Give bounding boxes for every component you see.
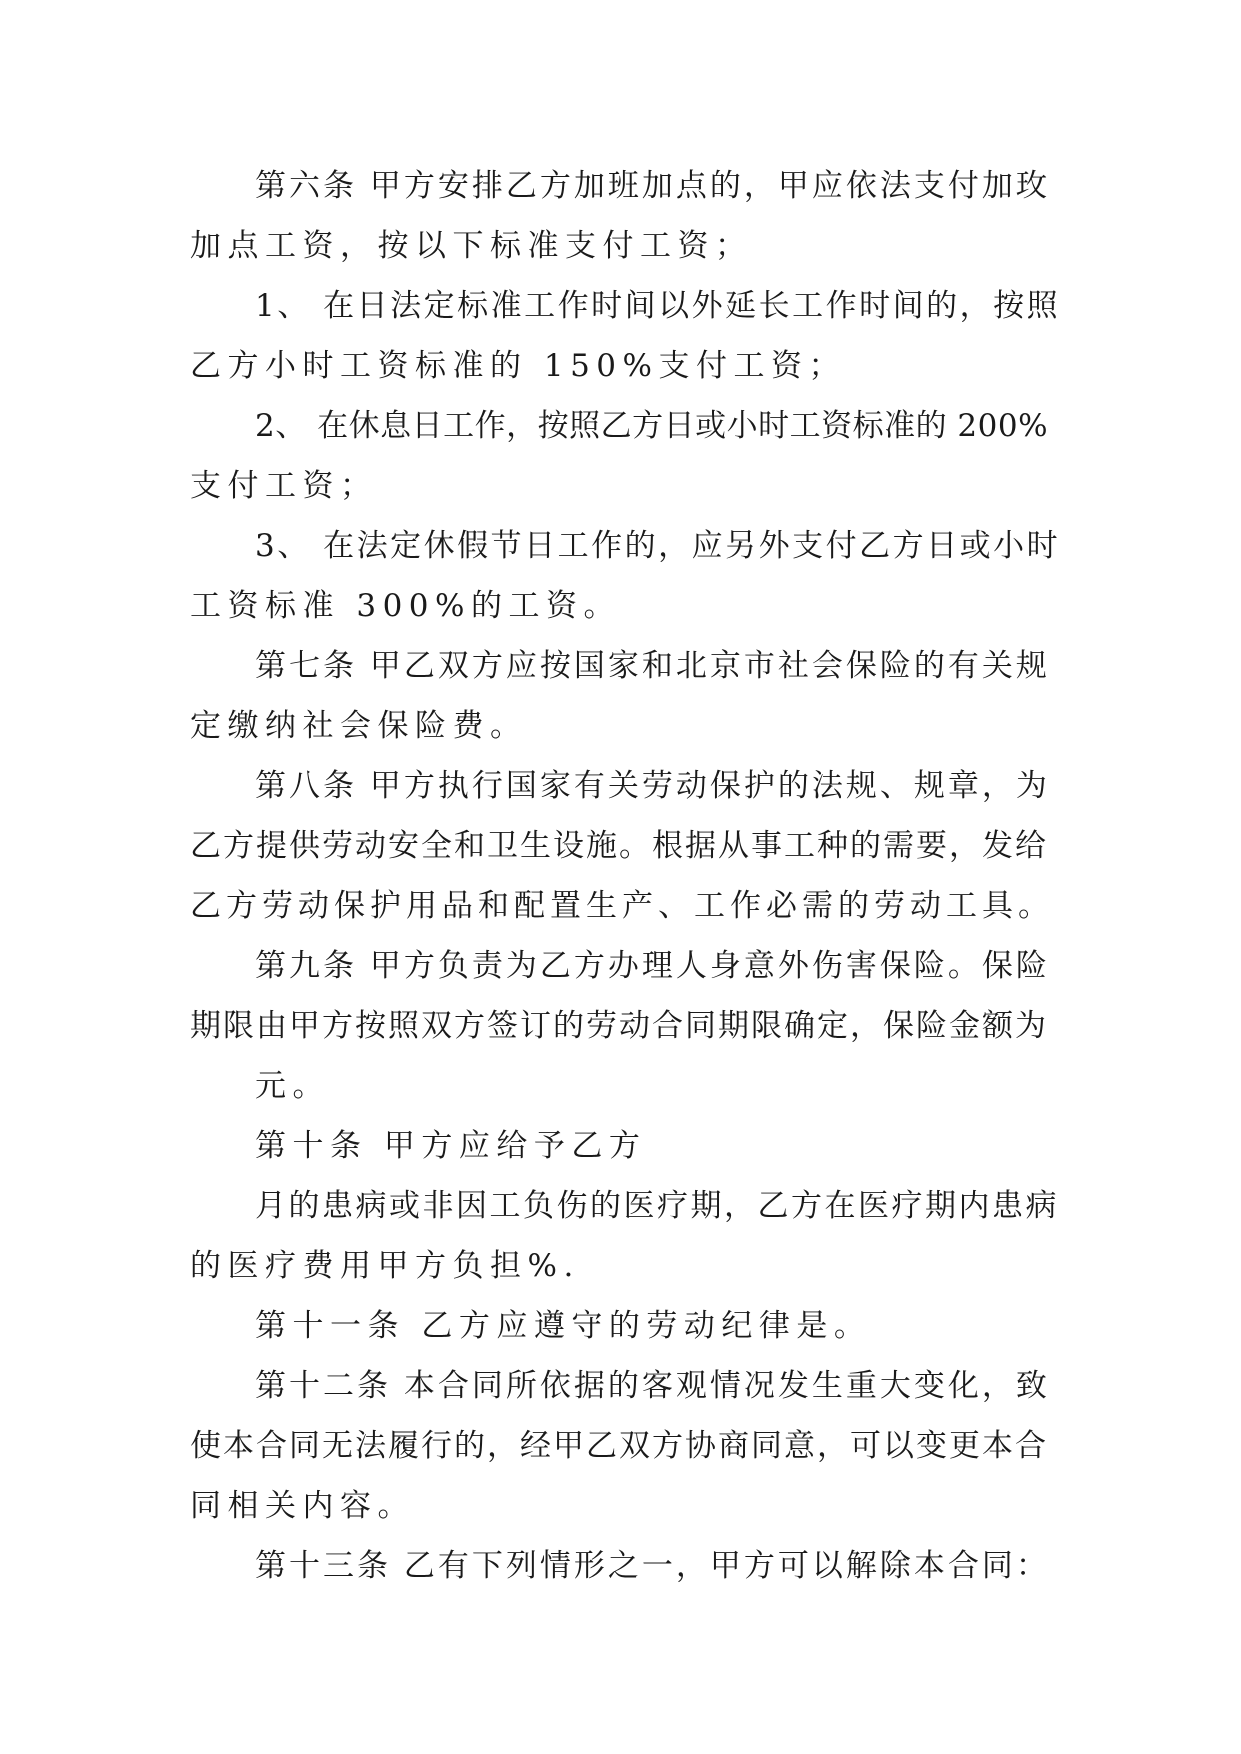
article-9-line-1: 第九条 甲方负责为乙方办理人身意外伤害保险。保险: [255, 948, 1050, 984]
item-1-line-1: 1、 在日法定标准工作时间以外延长工作时间的，按照: [255, 288, 1061, 324]
article-8-line-1: 第八条 甲方执行国家有关劳动保护的法规、规章，为: [255, 768, 1050, 804]
article-9-line-2: 期限由甲方按照双方签订的劳动合同期限确定，保险金额为: [190, 1008, 1048, 1044]
article-8-line-3: 乙方劳动保护用品和配置生产、工作必需的劳动工具。: [190, 888, 1054, 924]
article-9-line-3: 元。: [255, 1068, 330, 1104]
article-10-line-2: 月的患病或非因工负伤的医疗期，乙方在医疗期内患病: [255, 1188, 1059, 1224]
item-2-line-1: 2、 在休息日工作，按照乙方日或小时工资标准的 200%: [255, 408, 1049, 444]
article-12-line-1: 第十二条 本合同所依据的客观情况发生重大变化，致: [255, 1368, 1050, 1404]
article-11-line-1: 第十一条 乙方应遵守的劳动纪律是。: [255, 1308, 872, 1344]
article-7-line-1: 第七条 甲乙双方应按国家和北京市社会保险的有关规: [255, 648, 1050, 684]
article-12-line-2: 使本合同无法履行的，经甲乙双方协商同意，可以变更本合: [190, 1428, 1048, 1464]
article-10-line-1: 第十条 甲方应给予乙方: [255, 1128, 647, 1164]
article-8-line-2: 乙方提供劳动安全和卫生设施。根据从事工种的需要，发给: [190, 828, 1048, 864]
article-6-line-1: 第六条 甲方安排乙方加班加点的，甲应依法支付加玫: [255, 168, 1050, 204]
article-10-line-3: 的医疗费用甲方负担%.: [190, 1248, 580, 1284]
article-12-line-3: 同相关内容。: [190, 1488, 415, 1524]
article-7-line-2: 定缴纳社会保险费。: [190, 708, 528, 744]
item-2-line-2: 支付工资；: [190, 468, 378, 504]
item-3-line-1: 3、 在法定休假节日工作的，应另外支付乙方日或小时: [255, 528, 1061, 564]
item-1-line-2: 乙方小时工资标准的 150%支付工资；: [190, 348, 846, 384]
article-6-line-2: 加点工资，按以下标准支付工资；: [190, 228, 753, 264]
article-13-line-1: 第十三条 乙有下列情形之一，甲方可以解除本合同：: [255, 1548, 1050, 1584]
item-3-line-2: 工资标准 300%的工资。: [190, 588, 621, 624]
